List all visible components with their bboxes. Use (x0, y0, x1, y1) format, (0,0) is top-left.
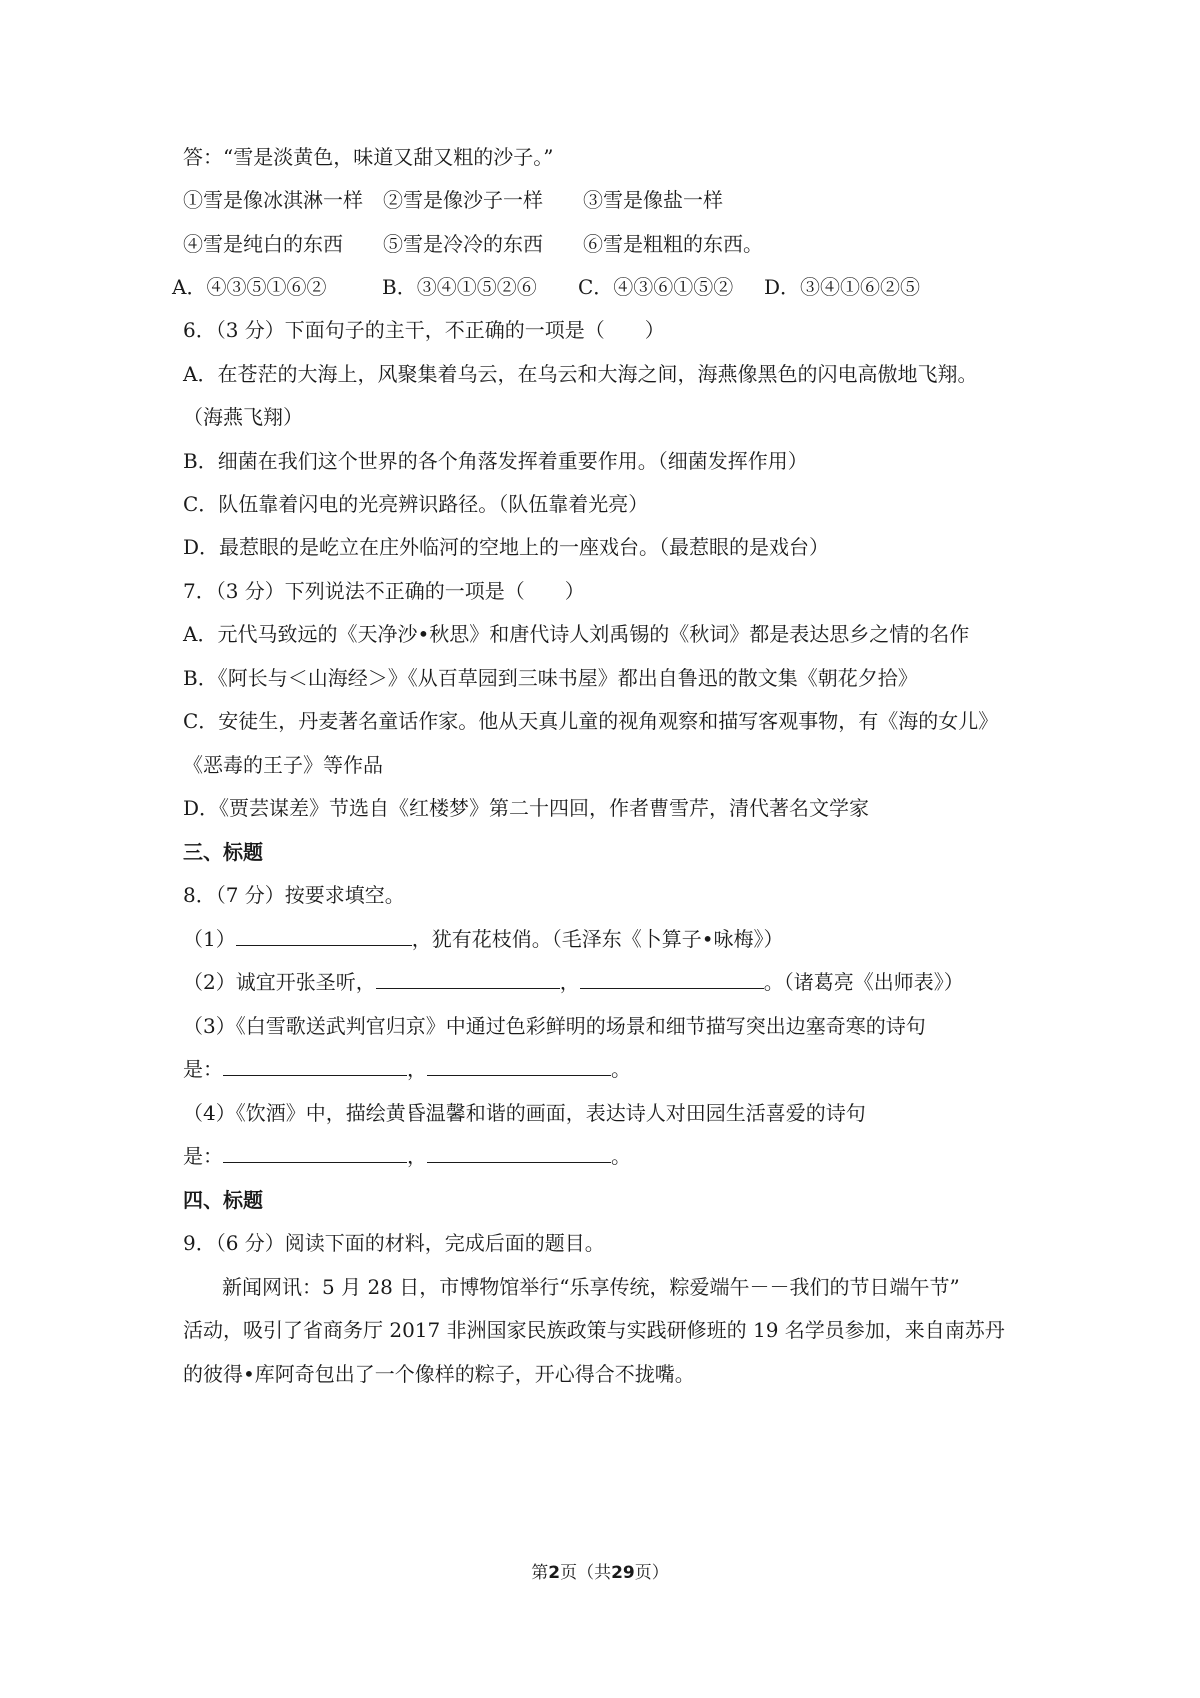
section-heading-3: 三、标题 (183, 840, 263, 864)
answer-blank[interactable] (376, 968, 560, 989)
q8-stem: 8．（7 分）按要求填空。 (183, 883, 405, 907)
q5-choice-d: D．③④①⑥②⑤ (764, 275, 921, 299)
reading-paragraph-line-1: 新闻网讯：5 月 28 日，市博物馆举行“乐享传统，粽爱端午－－我们的节日端午节” (222, 1275, 960, 1299)
q8-item-2: （2）诚宜开张圣听， ， 。（诸葛亮《出师表》） (183, 970, 964, 994)
q7-stem: 7．（3 分）下列说法不正确的一项是（ ） (183, 579, 585, 603)
q8-item-3: （3）《白雪歌送武判官归京》中通过色彩鲜明的场景和细节描写突出边塞奇寒的诗句 (183, 1014, 926, 1038)
answer-blank[interactable] (427, 1055, 611, 1076)
sentence-options-row-2: ④雪是纯白的东西 ⑤雪是冷冷的东西 ⑥雪是粗粗的东西。 (183, 232, 763, 256)
q9-stem: 9．（6 分）阅读下面的材料，完成后面的题目。 (183, 1231, 605, 1255)
reading-paragraph-line-3: 的彼得•库阿奇包出了一个像样的粽子，开心得合不拢嘴。 (183, 1362, 695, 1386)
answer-blank[interactable] (223, 1055, 407, 1076)
page-footer: 第2页（共29页） (531, 1563, 669, 1583)
q8-item-4: （4）《饮酒》中，描绘黄昏温馨和谐的画面，表达诗人对田园生活喜爱的诗句 (183, 1101, 866, 1125)
q7-choice-b: B．《阿长与＜山海经＞》《从百草园到三味书屋》都出自鲁迅的散文集《朝花夕拾》 (183, 666, 918, 690)
q6-choice-d: D．最惹眼的是屹立在庄外临河的空地上的一座戏台。（最惹眼的是戏台） (183, 535, 830, 559)
page-number: 2 (548, 1563, 561, 1583)
q5-choice-b: B．③④①⑤②⑥ (382, 275, 537, 299)
q6-choice-a-answer: （海燕飞翔） (183, 405, 303, 429)
q5-choice-a: A．④③⑤①⑥② (172, 275, 327, 299)
q8-item-4-answer: 是： ， 。 (183, 1144, 631, 1168)
q7-choice-d: D．《贾芸谋差》节选自《红楼梦》第二十四回，作者曹雪芹，清代著名文学家 (183, 796, 870, 820)
q7-choice-c-cont: 《恶毒的王子》等作品 (183, 753, 383, 777)
reading-paragraph-line-2: 活动，吸引了省商务厅 2017 非洲国家民族政策与实践研修班的 19 名学员参加，来自南苏丹 (183, 1318, 1005, 1342)
q6-choice-a: A．在苍茫的大海上，风聚集着乌云，在乌云和大海之间，海燕像黑色的闪电高傲地飞翔。 (183, 362, 978, 386)
q6-choice-c: C．队伍靠着闪电的光亮辨识路径。（队伍靠着光亮） (183, 492, 649, 516)
answer-blank[interactable] (236, 925, 412, 946)
q6-stem: 6．（3 分）下面句子的主干，不正确的一项是（ ） (183, 318, 665, 342)
answer-blank[interactable] (427, 1142, 611, 1163)
q7-choice-a: A．元代马致远的《天净沙•秋思》和唐代诗人刘禹锡的《秋词》都是表达思乡之情的名作 (183, 622, 970, 646)
answer-line: 答：“雪是淡黄色，味道又甜又粗的沙子。” (183, 145, 554, 169)
q5-choice-c: C．④③⑥①⑤② (578, 275, 734, 299)
q7-choice-c: C．安徒生，丹麦著名童话作家。他从天真儿童的视角观察和描写客观事物，有《海的女儿》 (183, 709, 999, 733)
q8-item-1: （1） ，犹有花枝俏。（毛泽东《卜算子•咏梅》） (183, 927, 784, 951)
answer-blank[interactable] (580, 968, 764, 989)
answer-blank[interactable] (223, 1142, 407, 1163)
section-heading-4: 四、标题 (183, 1188, 263, 1212)
q6-choice-b: B．细菌在我们这个世界的各个角落发挥着重要作用。（细菌发挥作用） (183, 449, 808, 473)
page-total: 29 (611, 1563, 635, 1583)
q8-item-3-answer: 是： ， 。 (183, 1057, 631, 1081)
sentence-options-row-1: ①雪是像冰淇淋一样 ②雪是像沙子一样 ③雪是像盐一样 (183, 188, 723, 212)
